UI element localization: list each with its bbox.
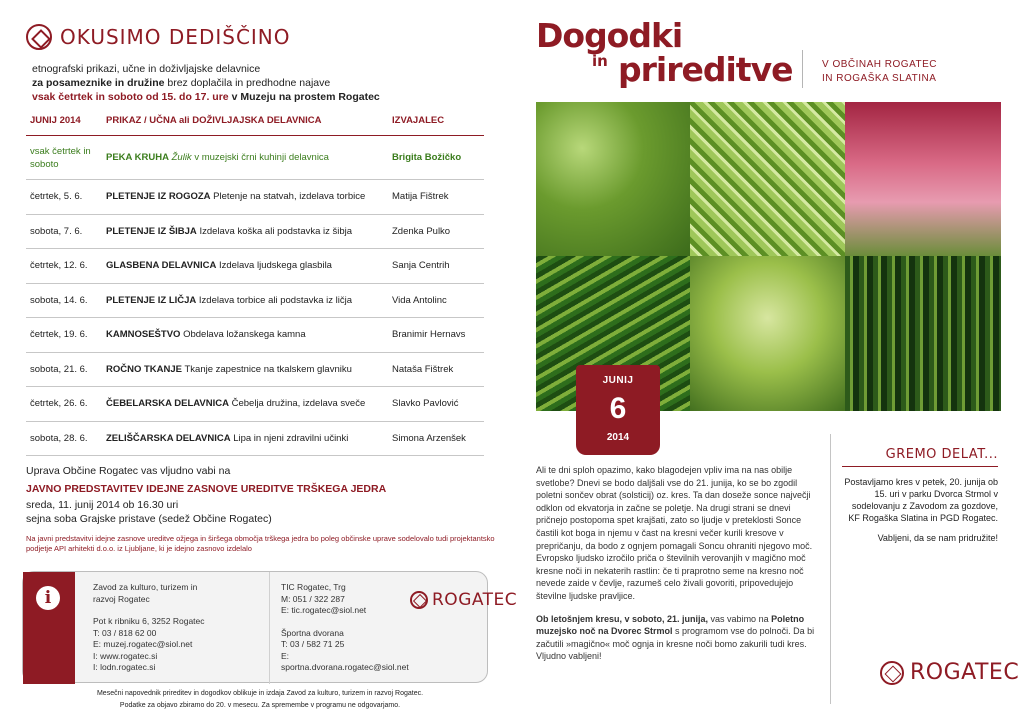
schedule-table [26,110,484,456]
gremo-paragraph: Vabljeni, da se nam pridružite! [877,533,998,543]
divider [802,50,803,88]
title-in: in [592,52,608,70]
cell-date: sobota, 21. 6. [26,352,102,387]
cell-activity: PLETENJE IZ ROGOZA Pletenje na statvah, izdelava torbice [102,180,388,215]
invite-intro: Uprava Občine Rogatec vas vljudno vabi na [26,465,231,477]
cell-performer: Sanja Centrih [388,249,484,284]
rogatec-logo-icon [880,661,904,685]
date-year: 2014 [606,432,630,443]
invite-when: sreda, 11. junij 2014 ob 16.30 uri [26,499,179,511]
info-pane [23,572,75,684]
cell-date: četrtek, 12. 6. [26,249,102,284]
table-row [26,214,484,249]
date-month: JUNIJ [602,375,634,386]
date-day: 6 [609,392,627,425]
article-paragraph: Ob letošnjem kresu, v soboto, 21. junija, vas vabimo na Poletno muzejsko noč na Dvorec Strmol s programom vse do polnoči. Da bi začutili »magično« moč ognja in kresne noči bomo zakurili tudi kres. Vljudno vabljeni! [536,613,815,662]
contact-line: M: 051 / 322 287 [281,593,345,604]
cell-performer: Nataša Fištrek [388,352,484,387]
article [536,464,818,663]
rogatec-wordmark: ROGATEC [910,660,1020,685]
intro-line-3: vsak četrtek in soboto od 15. do 17. ure v Muzeju na prostem Rogatec [32,91,380,103]
contact-line: Športna dvorana [281,627,344,638]
subtitle-line: V OBČINAH ROGATEC [822,59,937,70]
invite-where: sejna soba Grajske pristave (sedež Občine Rogatec) [26,513,272,525]
column-header: PRIKAZ / UČNA ali DOŽIVLJAJSKA DELAVNICA [102,110,388,136]
right-page [512,0,1024,726]
cell-date: sobota, 14. 6. [26,283,102,318]
article-paragraph: Ali te dni sploh opazimo, kako blagodejen vpliv ima na nas obilje svetlobe? Dnevi se bodo daljšali vse do 21. junija, ko se bo zgodil poletni sončev obrat (solsticij) oz. kres. Ta dan doseže sonce največji odklon od ekvatorja in začne se poletje. Na drugi strani se dnevi pričnejo postopoma spet krajšati, zato so ljudje v preteklosti Sonce častili kot boga in njemu v čast na kresni večer kurili kresove v prepričanju, da bodo z ognjem pomagali Soncu ohraniti njegovo moč. Evropsko ljudsko izročilo priča o številnih verovanjih v magično moč kresne noči in nekaterih rastlin: če ti praprotno seme na kresno noč nevede zaide v čevlje, razumeš celo živali govoriti, pripovedujejo številne ljudske pravljice. [536,465,813,601]
contact-line: T: 03 / 582 71 25 [281,639,345,649]
cell-activity: PEKA KRUHA Žulik v muzejski črni kuhinji delavnica [102,136,388,180]
column-header: JUNIJ 2014 [26,110,102,136]
rogatec-logo-icon [410,591,428,609]
divider [830,434,831,704]
invite-headline: JAVNO PREDSTAVITEV IDEJNE ZASNOVE UREDITVE TRŠKEGA JEDRA [26,483,387,495]
cell-date: četrtek, 26. 6. [26,387,102,422]
cell-performer: Slavko Pavlović [388,387,484,422]
fern-photo [690,102,845,256]
cell-performer: Zdenka Pulko [388,214,484,249]
contact-line: E: tic.rogatec@siol.net [281,605,367,615]
table-row [26,136,484,180]
table-row [26,387,484,422]
cell-performer: Brigita Božičko [388,136,484,180]
table-header-row [26,110,484,136]
cell-activity: ZELIŠČARSKA DELAVNICA Lipa in njeni zdravilni učinki [102,421,388,456]
intro-line-1: etnografski prikazi, učne in doživljajske delavnice [32,63,261,75]
cell-activity: ČEBELARSKA DELAVNICA Čebelja družina, izdelava sveče [102,387,388,422]
fern-photo [536,102,690,256]
contact-line: TIC Rogatec, Trg [281,582,346,592]
title-prireditve: prireditve [618,50,793,89]
table-row [26,180,484,215]
contact-column-tic [281,582,409,674]
footer-line: Mesečni napovednik prireditev in dogodkov oblikuje in izdaja Zavod za kulturo, turizem in razvoj Rogatec. [96,690,424,697]
table-row [26,283,484,318]
subtitle-line: IN ROGAŠKA SLATINA [822,73,937,84]
cell-date: vsak četrtek in soboto [26,136,102,180]
divider [269,572,270,684]
table-row [26,421,484,456]
issue-date-badge [576,365,660,455]
intro-line-2: za posameznike in družine brez doplačila in predhodne najave [32,77,331,89]
rogatec-brand [410,590,517,610]
contact-line: Zavod za kulturo, turizem in [93,582,198,592]
gremo-paragraph: Postavljamo kres v petek, 20. junija ob 15. uri v parku Dvorca Strmol v sodelovanju z Zavodom za gozdove, KF Rogaška Slatina in PGD Rogatec. [844,477,998,523]
contact-column-zavod [93,582,263,674]
astilbe-photo [845,102,1001,256]
footer-note [40,688,480,712]
cell-activity: PLETENJE IZ LIČJA Izdelava torbice ali podstavka iz ličja [102,283,388,318]
table-row [26,352,484,387]
contact-line: Pot k ribniku 6, 3252 Rogatec [93,616,205,626]
contact-line [281,617,401,628]
cell-performer: Simona Arzenšek [388,421,484,456]
column-header: IZVAJALEC [388,110,484,136]
gremo-body [842,476,998,544]
contact-line: E: sportna.dvorana.rogatec@siol.net [281,650,409,672]
brand-header [26,24,291,50]
invitation [26,464,496,554]
title-dogodki: Dogodki [536,16,683,55]
fern-photo [845,256,1001,411]
cell-performer: Vida Antolinc [388,283,484,318]
cell-date: četrtek, 19. 6. [26,318,102,353]
cell-performer: Branimir Hernavs [388,318,484,353]
info-icon: i [36,586,60,610]
contact-line: E: muzej.rogatec@siol.net [93,639,193,649]
contact-line: I: www.rogatec.si [93,650,158,661]
table-row [26,249,484,284]
cell-activity: KAMNOSEŠTVO Obdelava ložanskega kamna [102,318,388,353]
contact-line: T: 03 / 818 62 00 [93,627,157,638]
gremo-title: GREMO DELAT... [885,447,998,462]
cell-activity: ROČNO TKANJE Tkanje zapestnice na tkalskem glavniku [102,352,388,387]
brand-title: OKUSIMO DEDIŠČINO [60,25,291,49]
contact-line: I: lodn.rogatec.si [93,662,156,672]
cell-date: sobota, 7. 6. [26,214,102,249]
rogatec-brand [880,660,1019,685]
contact-line: razvoj Rogatec [93,593,150,604]
invite-note: Na javni predstavitvi idejne zasnove ureditve ožjega in širšega območja trškega jedra bo poleg občinske uprave sodelovalo tudi projektantsko podjetje API arhitekti d.o.o. iz Ljubljane, ki je idejno zasnovo izdelalo [26,534,495,553]
contact-line [93,605,263,616]
subtitle [822,58,937,86]
fern-photo [690,256,845,411]
cell-date: četrtek, 5. 6. [26,180,102,215]
cell-activity: PLETENJE IZ ŠIBJA Izdelava koška ali podstavka iz šibja [102,214,388,249]
contact-box [22,571,518,683]
table-row [26,318,484,353]
footer-line: Podatke za objavo zbiramo do 20. v mesecu. Za spremembe v programu ne odgovarjamo. [119,702,401,709]
rogatec-wordmark: ROGATEC [432,590,518,610]
cell-activity: GLASBENA DELAVNICA Izdelava ljudskega glasbila [102,249,388,284]
divider [842,466,998,467]
cell-date: sobota, 28. 6. [26,421,102,456]
cell-performer: Matija Fištrek [388,180,484,215]
rogatec-logo-icon [26,24,52,50]
